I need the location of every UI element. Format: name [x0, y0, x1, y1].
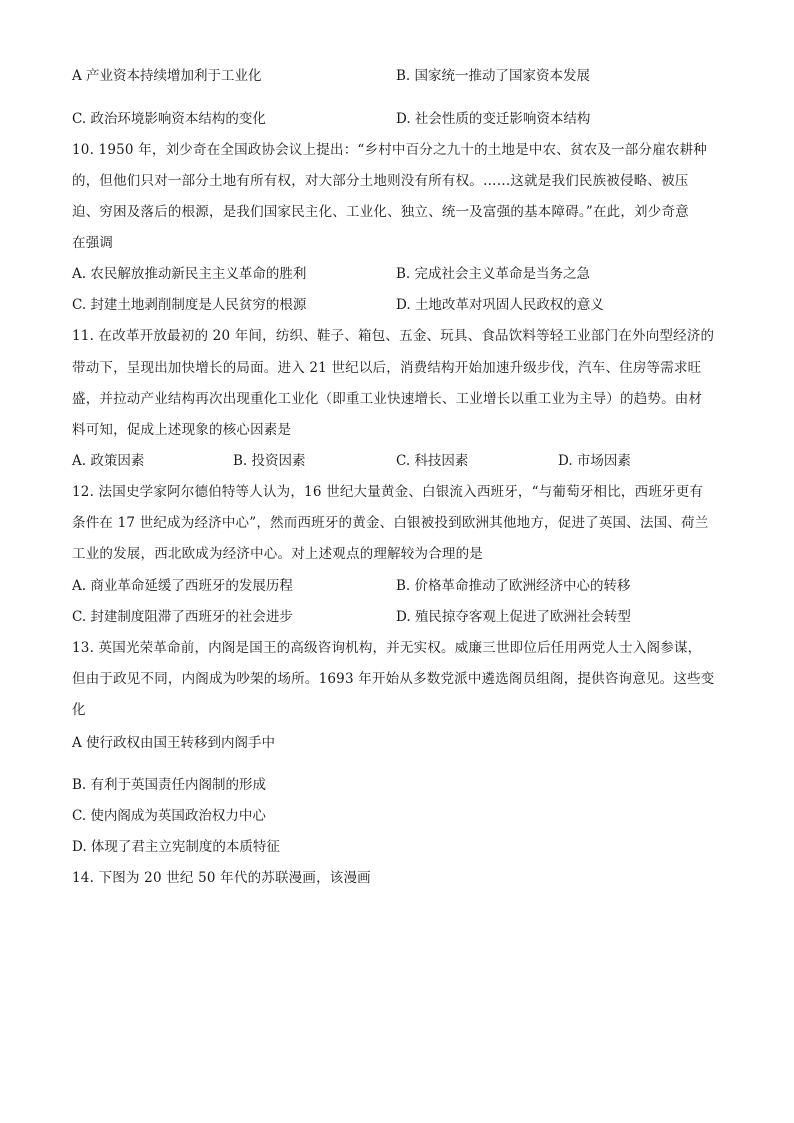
q10-stem-line-2: 的，但他们只对一部分土地有所有权，对大部分土地则没有所有权。……这就是我们民族被侵略、被压: [72, 173, 689, 189]
q9-option-d: D. 社会性质的变迁影响资本结构: [396, 111, 591, 127]
q14-stem-line-1: 14. 下图为 20 世纪 50 年代的苏联漫画，该漫画: [72, 870, 371, 886]
q13-stem-line-1: 13. 英国光荣革命前，内阁是国王的高级咨询机构，并无实权。威廉三世即位后任用两党人士入阁参谋，: [72, 640, 702, 656]
q12-option-d: D. 殖民掠夺客观上促进了欧洲社会转型: [396, 609, 631, 625]
q11-option-c: C. 科技因素: [396, 453, 469, 469]
q10-option-c: C. 封建土地剥削制度是人民贫穷的根源: [72, 297, 307, 313]
q11-option-d: D. 市场因素: [558, 453, 631, 469]
q9-option-b: B. 国家统一推动了国家资本发展: [396, 68, 591, 84]
q10-stem-line-3: 迫、穷困及落后的根源，是我们国家民主化、工业化、独立、统一及富强的基本障碍。”在此，刘少奇意: [72, 204, 689, 220]
q13-option-b: B. 有利于英国责任内阁制的形成: [72, 777, 267, 793]
q11-option-a: A. 政策因素: [72, 453, 145, 469]
q11-stem-line-1: 11. 在改革开放最初的 20 年间，纺织、鞋子、箱包、五金、玩具、食品饮料等轻工业部门在外向型经济的: [72, 328, 715, 344]
q12-stem-line-1: 12. 法国史学家阿尔德伯特等人认为，16 世纪大量黄金、白银流入西班牙，“与葡萄牙相比，西班牙更有: [72, 484, 704, 500]
q13-option-a: A 使行政权由国王转移到内阁手中: [72, 735, 276, 751]
q12-option-c: C. 封建制度阻滞了西班牙的社会进步: [72, 609, 293, 625]
q11-stem-line-2: 带动下，呈现出加快增长的局面。进入 21 世纪以后，消费结构开始加速升级步伐，汽车、住房等需求旺: [72, 360, 702, 376]
q13-option-c: C. 使内阁成为英国政治权力中心: [72, 808, 266, 824]
q10-stem-line-4: 在强调: [72, 235, 114, 251]
q12-option-a: A. 商业革命延缓了西班牙的发展历程: [72, 578, 293, 594]
q10-option-b: B. 完成社会主义革命是当务之急: [396, 266, 591, 282]
q10-option-d: D. 土地改革对巩固人民政权的意义: [396, 297, 604, 313]
q9-option-c: C. 政治环境影响资本结构的变化: [72, 111, 266, 127]
q11-option-b: B. 投资因素: [233, 453, 306, 469]
q12-stem-line-3: 工业的发展，西北欧成为经济中心。对上述观点的理解较为合理的是: [72, 546, 483, 562]
q9-option-a: A 产业资本持续增加利于工业化: [72, 68, 262, 84]
q13-stem-line-2: 但由于政见不同，内阁成为吵架的场所。1693 年开始从多数党派中遴选阁员组阁，提供咨询意见。这些变: [72, 671, 715, 687]
q11-stem-line-4: 料可知，促成上述现象的核心因素是: [72, 422, 292, 438]
q13-option-d: D. 体现了君主立宪制度的本质特征: [72, 839, 280, 855]
q13-stem-line-3: 化: [72, 702, 86, 718]
q10-option-a: A. 农民解放推动新民主主义革命的胜利: [72, 266, 307, 282]
q12-stem-line-2: 条件在 17 世纪成为经济中心”，然而西班牙的黄金、白银被投到欧洲其他地方，促进了英国、法国、荷兰: [72, 515, 709, 531]
q12-option-b: B. 价格革命推动了欧洲经济中心的转移: [396, 578, 631, 594]
q11-stem-line-3: 盛，并拉动产业结构再次出现重化工业化（即重工业快速增长、工业增长以重工业为主导）的趋势。由材: [72, 391, 703, 407]
q10-stem-line-1: 10. 1950 年，刘少奇在全国政协会议上提出：“乡村中百分之九十的土地是中农、贫农及一部分雇农耕种: [72, 142, 708, 158]
